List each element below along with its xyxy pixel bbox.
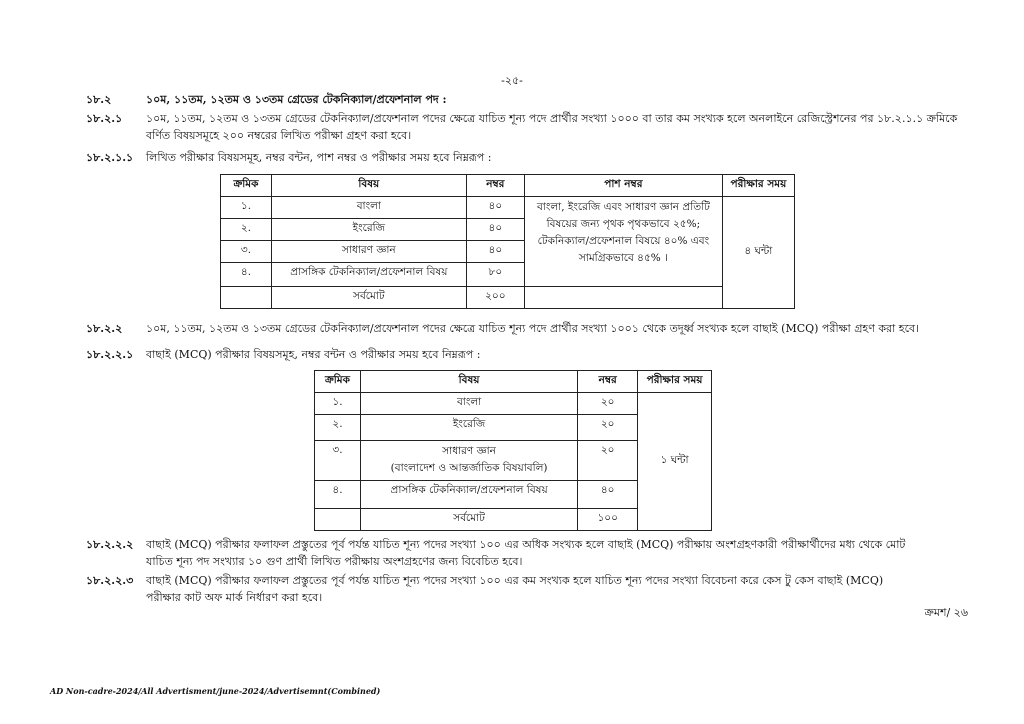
cell-total: ২০০: [466, 287, 524, 309]
written-exam-table: [220, 174, 795, 309]
cell-empty: [524, 287, 722, 309]
cell-total-label: সর্বমোট: [271, 287, 466, 309]
section-number: ১৮.২.২.৩: [86, 574, 134, 587]
cell-subject: বাংলা: [271, 197, 466, 219]
cell-exam-time: ৪ ঘন্টা: [722, 197, 794, 309]
cell-subject: প্রাসঙ্গিক টেকনিক্যাল/প্রফেশনাল বিষয়: [360, 481, 577, 509]
cell-marks: ৪০: [466, 241, 524, 263]
section-number: ১৮.২.১: [86, 112, 123, 125]
paragraph-line: পরীক্ষার কাট অফ মার্ক নির্ধারণ করা হবে।: [146, 591, 323, 604]
cell-subject: সাধারণ জ্ঞান: [271, 241, 466, 263]
footer-path: AD Non-cadre-2024/All Advertisment/june-2024/Advertisemnt(Combined): [50, 686, 381, 696]
pass-marks-line: সামগ্রিকভাবে ৪৫% ।: [578, 252, 668, 264]
cell-serial: ২.: [315, 415, 361, 441]
cell-serial: ২.: [221, 219, 272, 241]
table-row: [315, 393, 712, 415]
pass-marks-line: বিষয়ের জন্য পৃথক পৃথকভাবে ২৫%;: [546, 218, 701, 230]
col-header-serial: ক্রমিক: [315, 371, 361, 393]
paragraph-line: বাছাই (MCQ) পরীক্ষার ফলাফল প্রস্তুতের পূর্ব পর্যন্ত যাচিত শূন্য পদের সংখ্যা ১০০ এর অধিক সংখ্যক হলে বাছাই (MCQ) পরীক্ষায় অংশগ্রহণকারী পরীক্ষার্থীদের মধ্য থেকে মোট: [146, 538, 906, 551]
paragraph-line: বাছাই (MCQ) পরীক্ষার ফলাফল প্রস্তুতের পূর্ব পর্যন্ত যাচিত শূন্য পদের সংখ্যা ১০০ এর কম সংখ্যক হলে যাচিত শূন্য পদের সংখ্যা বিবেচনা করে কেস টু কেস বাছাই (MCQ): [146, 574, 884, 587]
paragraph-line: ১০ম, ১১তম, ১২তম ও ১৩তম গ্রেডের টেকনিক্যাল/প্রফেশনাল পদের ক্ষেত্রে যাচিত শূন্য পদে প্রার্থীর সংখ্যা ১০০১ থেকে তদূর্ধ্ব সংখ্যক হলে বাছাই (MCQ) পরীক্ষা গ্রহণ করা হবে।: [146, 322, 920, 335]
cell-subject: [360, 441, 577, 481]
cell-serial: ৪.: [221, 263, 272, 287]
cell-serial: ৪.: [315, 481, 361, 509]
cell-marks: ৪০: [466, 197, 524, 219]
paragraph-line: ১০ম, ১১তম, ১২তম ও ১৩তম গ্রেডের টেকনিক্যাল/প্রফেশনাল পদের ক্ষেত্রে যাচিত শূন্য পদে প্রার্থীর সংখ্যা ১০০০ বা তার কম সংখ্যক হলে অনলাইনে রেজিস্ট্রেশনের পর ১৮.২.১.১ ক্রমিকে: [146, 112, 958, 125]
cell-marks: ৮০: [466, 263, 524, 287]
section-number: ১৮.২.২: [86, 322, 123, 335]
cell-serial: ৩.: [221, 241, 272, 263]
col-header-subject: বিষয়: [271, 175, 466, 197]
cell-subject: ইংরেজি: [360, 415, 577, 441]
section-number: ১৮.২: [86, 93, 112, 106]
cell-marks: ৪০: [578, 481, 638, 509]
cell-total-label: সর্বমোট: [360, 509, 577, 531]
cell-marks: ৪০: [466, 219, 524, 241]
paragraph-line: যাচিত শূন্য পদ সংখ্যার ১০ গুণ প্রার্থী লিখিত পরীক্ষায় অংশগ্রহণের জন্য বিবেচিত হবে।: [146, 555, 523, 568]
paragraph-line: লিখিত পরীক্ষার বিষয়সমূহ, নম্বর বন্টন, পাশ নম্বর ও পরীক্ষার সময় হবে নিম্নরূপ :: [146, 151, 492, 164]
cell-subject: প্রাসঙ্গিক টেকনিক্যাল/প্রফেশনাল বিষয়: [271, 263, 466, 287]
continued-note: ক্রমশ/ ২৬: [924, 606, 968, 619]
col-header-pass-marks: পাশ নম্বর: [524, 175, 722, 197]
section-number: ১৮.২.১.১: [86, 151, 134, 164]
cell-serial: ১.: [221, 197, 272, 219]
pass-marks-line: বাংলা, ইংরেজি এবং সাধারণ জ্ঞান প্রতিটি: [536, 201, 710, 213]
col-header-serial: ক্রমিক: [221, 175, 272, 197]
cell-serial: ১.: [315, 393, 361, 415]
section-heading: ১০ম, ১১তম, ১২তম ও ১৩তম গ্রেডের টেকনিক্যাল/প্রফেশনাল পদ :: [146, 93, 447, 106]
section-number: ১৮.২.২.২: [86, 538, 134, 551]
cell-subject: বাংলা: [360, 393, 577, 415]
cell-empty: [315, 509, 361, 531]
col-header-exam-time: পরীক্ষার সময়: [638, 371, 712, 393]
pass-marks-line: টেকনিক্যাল/প্রফেশনাল বিষয়ে ৪০% এবং: [537, 235, 710, 247]
paragraph-line: বর্ণিত বিষয়সমূহে ২০০ নম্বরের লিখিত পরীক্ষা গ্রহণ করা হবে।: [146, 129, 412, 142]
paragraph-line: বাছাই (MCQ) পরীক্ষার বিষয়সমূহ, নম্বর বন্টন ও পরীক্ষার সময় হবে নিম্নরূপ :: [146, 348, 481, 361]
cell-empty: [221, 287, 272, 309]
cell-subject: ইংরেজি: [271, 219, 466, 241]
subject-note: (বাংলাদেশ ও আন্তর্জাতিক বিষয়াবলি): [390, 462, 548, 474]
col-header-marks: নম্বর: [578, 371, 638, 393]
cell-exam-time: ১ ঘন্টা: [638, 393, 712, 531]
subject-line: সাধারণ জ্ঞান: [442, 445, 496, 457]
col-header-exam-time: পরীক্ষার সময়: [722, 175, 794, 197]
cell-marks: ২০: [578, 441, 638, 481]
col-header-marks: নম্বর: [466, 175, 524, 197]
cell-total: ১০০: [578, 509, 638, 531]
page-number: -২৫-: [501, 74, 523, 87]
cell-marks: ২০: [578, 415, 638, 441]
cell-pass-marks: [524, 197, 722, 287]
cell-serial: ৩.: [315, 441, 361, 481]
table-total-row: [221, 287, 795, 309]
section-number: ১৮.২.২.১: [86, 348, 134, 361]
cell-marks: ২০: [578, 393, 638, 415]
col-header-subject: বিষয়: [360, 371, 577, 393]
table-row: [221, 197, 795, 219]
mcq-exam-table: [314, 370, 712, 531]
